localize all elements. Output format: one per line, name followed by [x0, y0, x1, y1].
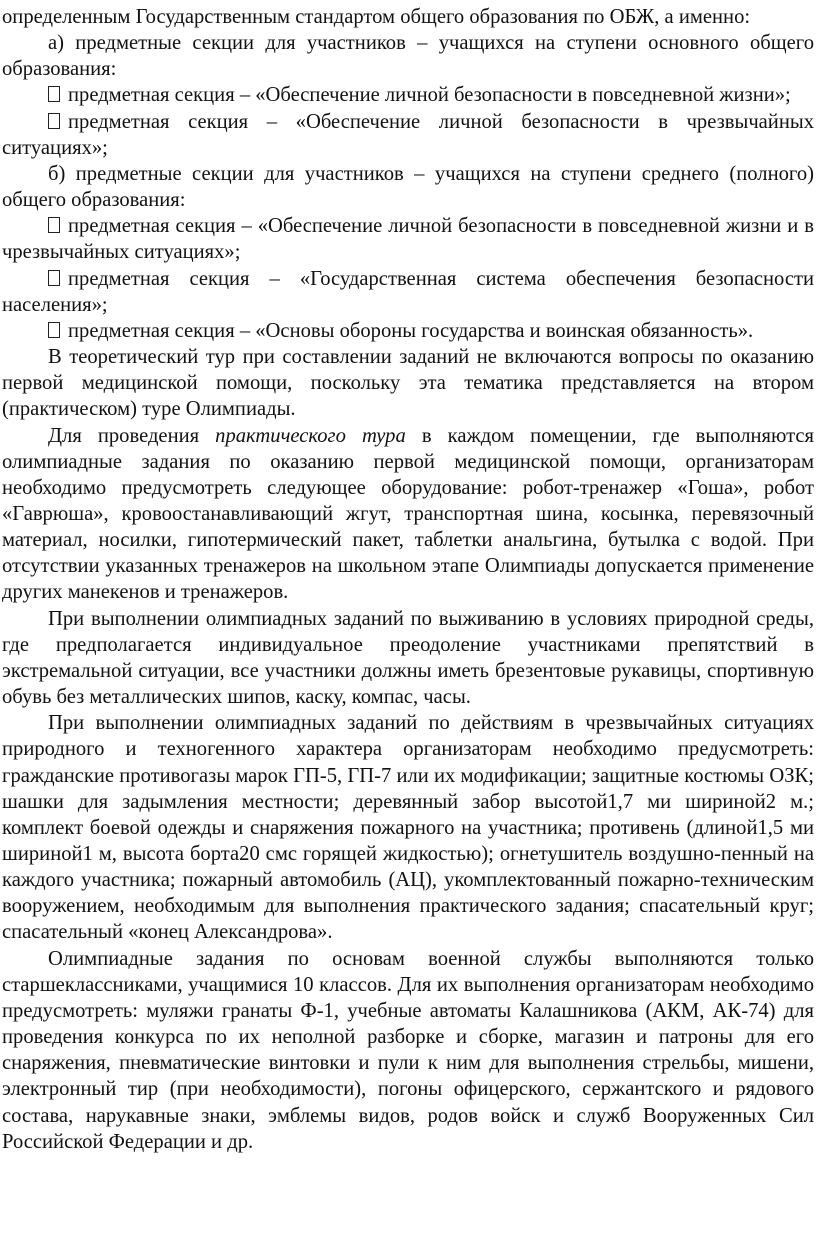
- bullet-item: [2, 318, 814, 344]
- paragraph-survival: При выполнении олимпиадных заданий по выживанию в условиях природной среды, где предполагается индивидуальное преодоление участниками препятствий в экстремальной ситуации, все участники должны иметь брезентовые рукавицы, спортивную обувь без металлических шипов, каску, компас, часы.: [2, 607, 814, 709]
- bullet-icon: [48, 270, 60, 286]
- bullet-item: [2, 213, 814, 265]
- paragraph-practical-tour: [2, 423, 814, 606]
- bullet-icon: [48, 86, 60, 102]
- bullet-icon: [48, 322, 60, 338]
- paragraph-section-a: а) предметные секции для участников – учащихся на ступени основного общего образования:: [2, 32, 814, 81]
- bullet-item: [2, 109, 814, 161]
- bullet-text: предметная секция – «Обеспечение личной безопасности в чрезвычайных ситуациях»;: [2, 110, 814, 159]
- paragraph-text-before: Для проведения: [48, 424, 216, 447]
- bullet-text: предметная секция – «Обеспечение личной безопасности в повседневной жизни и в чрезвычайных ситуациях»;: [2, 215, 814, 264]
- bullet-text: предметная секция – «Основы обороны государства и воинская обязанность».: [68, 319, 754, 342]
- bullet-item: [2, 266, 814, 318]
- bullet-text: предметная секция – «Государственная система обеспечения безопасности населения»;: [2, 267, 814, 316]
- emphasis-practical-tour: практического тура: [215, 424, 406, 447]
- paragraph-military: Олимпиадные задания по основам военной службы выполняются только старшеклассниками, учащимися 10 классов. Для их выполнения организаторам необходимо предусмотреть: муляжи гранаты Ф-1, учебные автоматы Калашникова (АКМ, АК-74) для проведения конкурса по их неполной разборке и сборке, магазин и патроны для его снаряжения, пневматические винтовки и пули к ним для выполнения стрельбы, мишени, электронный тир (при необходимости), погоны офицерского, сержантского и рядового состава, нарукавные знаки, эмблемы видов, родов войск и служб Вооруженных Сил Российской Федерации и др.: [2, 947, 814, 1153]
- paragraph-text-after: в каждом помещении, где выполняются олимпиадные задания по оказанию первой медицинской помощи, организаторам необходимо предусмотреть следующее оборудование: робот-тренажер «Гоша», робот «Гаврюша», кровоостанавливающий жгут, транспортная шина, косынка, перевязочный материал, носилки, гипотермический пакет, таблетки анальгина, бутылка с водой. При отсутствии указанных тренажеров на школьном этапе Олимпиады допускается применение других манекенов и тренажеров.: [2, 424, 814, 604]
- bullet-icon: [48, 113, 60, 129]
- paragraph-intro: определенным Государственным стандартом общего образования по ОБЖ, а именно:: [2, 6, 751, 28]
- paragraph-emergency: При выполнении олимпиадных заданий по действиям в чрезвычайных ситуациях природного и техногенного характера организаторам необходимо предусмотреть: гражданские противогазы марок ГП-5, ГП-7 или их модификации; защитные костюмы ОЗК; шашки для задымления местности; деревянный забор высотой1,7 ми шириной2 м.; комплект боевой одежды и снаряжения пожарного на участника; противень (длиной1,5 ми шириной1 м, высота борта20 смс горящей жидкостью); огнетушитель воздушно-пенный на каждого участника; пожарный автомобиль (АЦ), укомплектованный пожарно-техническим вооружением, необходимым для выполнения практического задания; спасательный круг; спасательный «конец Александрова».: [2, 712, 814, 944]
- paragraph-section-b: б) предметные секции для участников – учащихся на ступени среднего (полного) общего образования:: [2, 162, 814, 212]
- bullet-item: [2, 82, 814, 108]
- paragraph-theory-tour: В теоретический тур при составлении заданий не включаются вопросы по оказанию первой медицинской помощи, поскольку эта тематика представляется на втором (практическом) туре Олимпиады.: [2, 346, 814, 421]
- bullet-text: предметная секция – «Обеспечение личной безопасности в повседневной жизни»;: [68, 84, 791, 107]
- bullet-icon: [48, 217, 60, 233]
